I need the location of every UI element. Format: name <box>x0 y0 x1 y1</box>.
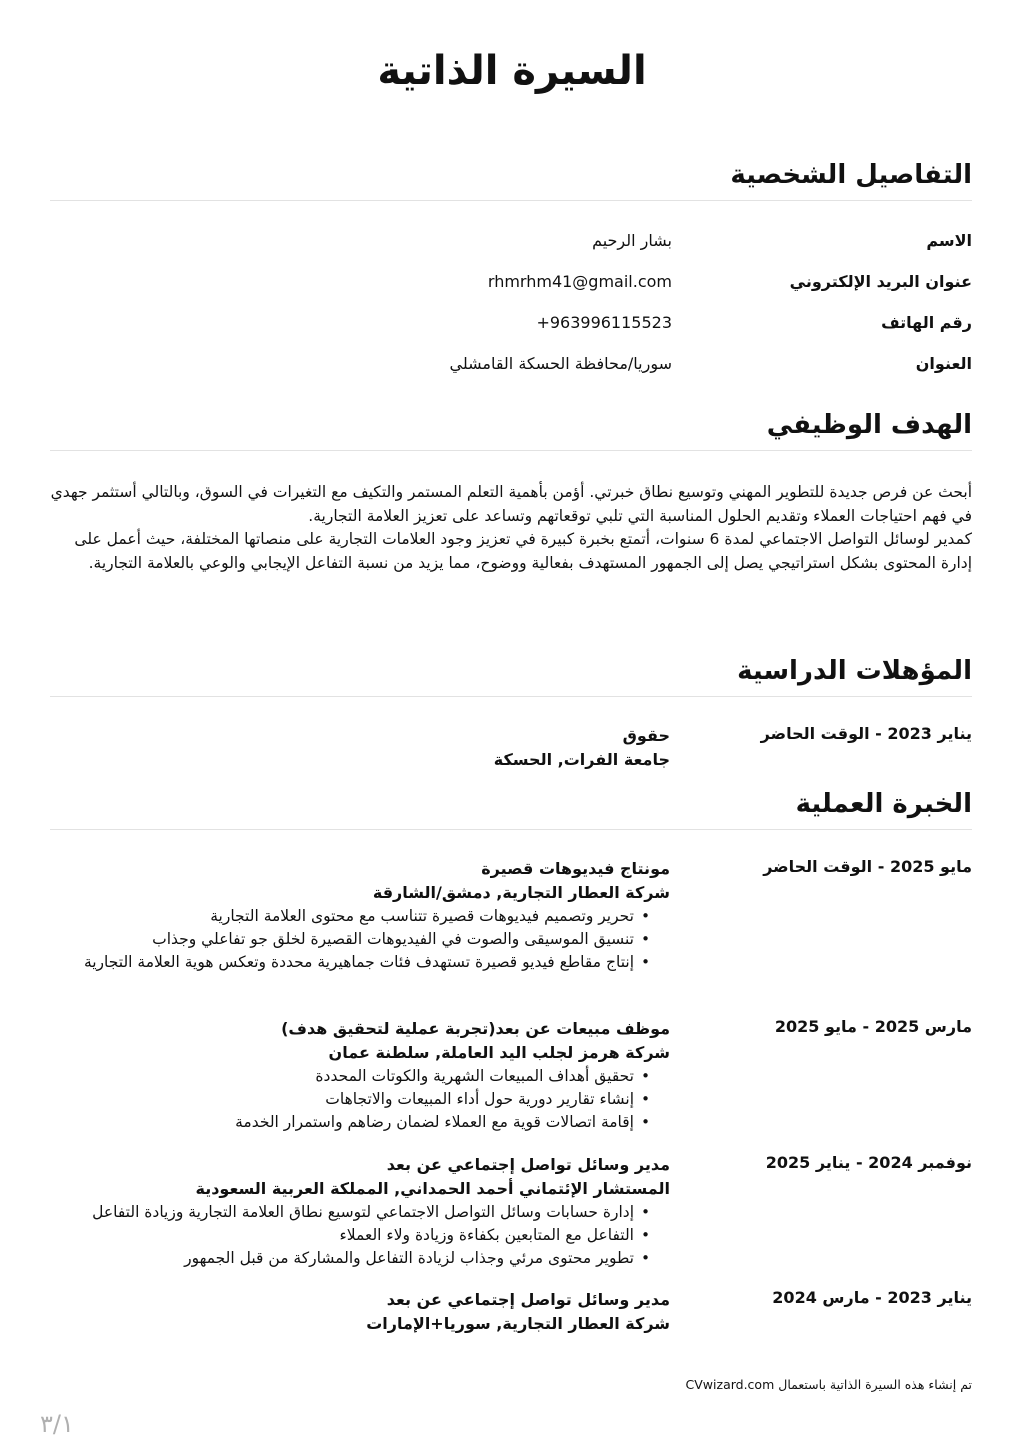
objective-paragraph: أبحث عن فرص جديدة للتطوير المهني وتوسيع نطاق خبرتي. أؤمن بأهمية التعلم المستمر والتكيف مع التغيرات في السوق، وبالتالي أستثمر جهدي في فهم احتياجات العملاء وتقديم الحلول المناسبة التي تلبي توقعاتهم وتساعد على تعزيز العلامة التجارية. <box>50 483 972 525</box>
field-label: الاسم <box>926 231 972 250</box>
entry-date: يناير 2023 - مارس 2024 <box>772 1288 972 1307</box>
entry-org: شركة العطار التجارية, دمشق/الشارقة <box>372 883 670 902</box>
entry-bullets <box>50 1065 670 1134</box>
objective-heading: الهدف الوظيفي <box>50 410 972 451</box>
field-label: عنوان البريد الإلكتروني <box>789 272 972 291</box>
entry-date: مايو 2025 - الوقت الحاضر <box>763 857 972 876</box>
personal-details-heading: التفاصيل الشخصية <box>50 160 972 201</box>
bullet-item: • التفاعل مع المتابعين بكفاءة وزيادة ولاء العملاء <box>50 1224 650 1247</box>
personal-field-email <box>50 272 972 291</box>
entry-date: يناير 2023 - الوقت الحاضر <box>760 724 972 743</box>
footer-note: تم إنشاء هذه السيرة الذاتية باستعمال CVwizard.com <box>685 1377 972 1392</box>
field-value: rhmrhm41@gmail.com <box>487 272 672 291</box>
personal-field-address <box>50 354 972 373</box>
entry-title: مونتاج فيديوهات قصيرة <box>481 859 670 878</box>
entry-body <box>50 1288 670 1336</box>
bullet-item: • تحقيق أهداف المبيعات الشهرية والكوتات المحددة <box>50 1065 650 1088</box>
bullet-item: • إنشاء تقارير دورية حول أداء المبيعات والاتجاهات <box>50 1088 650 1111</box>
field-value: 963996115523+ <box>536 313 672 332</box>
page-number: ٣/١ <box>40 1410 74 1438</box>
entry-date: مارس 2025 - مايو 2025 <box>774 1017 972 1036</box>
bullet-item: • تطوير محتوى مرئي وجذاب لزيادة التفاعل والمشاركة من قبل الجمهور <box>50 1247 650 1270</box>
experience-entry <box>50 857 972 974</box>
entry-date: نوفمبر 2024 - يناير 2025 <box>765 1153 972 1172</box>
objective-text <box>50 481 972 575</box>
personal-field-phone <box>50 313 972 332</box>
document-title: السيرة الذاتية <box>377 48 647 94</box>
field-label: العنوان <box>915 354 972 373</box>
bullet-item: • إدارة حسابات وسائل التواصل الاجتماعي لتوسيع نطاق العلامة التجارية وزيادة التفاعل <box>50 1201 650 1224</box>
entry-body <box>50 857 670 974</box>
field-label: رقم الهاتف <box>881 313 972 332</box>
entry-body <box>50 724 670 772</box>
objective-paragraph: كمدير لوسائل التواصل الاجتماعي لمدة 6 سنوات، أتمتع بخبرة كبيرة في تعزيز وجود العلامات التجارية على منصاتها المختلفة، حيث أعمل على إدارة المحتوى بشكل استراتيجي يصل إلى الجمهور المستهدف بفعالية ووضوح، مما يزيد من نسبة التفاعل الإيجابي والوعي بالعلامة التجارية. <box>74 530 972 572</box>
experience-entry <box>50 1017 972 1134</box>
bullet-item: • تحرير وتصميم فيديوهات قصيرة تتناسب مع محتوى العلامة التجارية <box>50 905 650 928</box>
entry-org: شركة العطار التجارية, سوريا+الإمارات <box>366 1314 670 1333</box>
experience-heading: الخبرة العملية <box>50 789 972 830</box>
entry-bullets <box>50 1201 670 1270</box>
entry-title: مدير وسائل تواصل إجتماعي عن بعد <box>386 1290 670 1309</box>
entry-org: شركة هرمز لجلب اليد العاملة, سلطنة عمان <box>328 1043 670 1062</box>
education-entry <box>50 724 972 772</box>
bullet-item: • تنسيق الموسيقى والصوت في الفيديوهات القصيرة لخلق جو تفاعلي وجذاب <box>50 928 650 951</box>
entry-org: جامعة الفرات, الحسكة <box>493 750 670 769</box>
bullet-item: • إقامة اتصالات قوية مع العملاء لضمان رضاهم واستمرار الخدمة <box>50 1111 650 1134</box>
entry-bullets <box>50 905 670 974</box>
field-value: بشار الرحيم <box>592 231 672 250</box>
entry-title: حقوق <box>622 726 670 745</box>
entry-title: موظف مبيعات عن بعد(تجربة عملية لتحقيق هدف) <box>281 1019 670 1038</box>
entry-body <box>50 1017 670 1134</box>
entry-body <box>50 1153 670 1270</box>
entry-org: المستشار الإئتماني أحمد الحمداني, المملكة العربية السعودية <box>195 1179 670 1198</box>
education-heading: المؤهلات الدراسية <box>50 656 972 697</box>
field-value: سوريا/محافظة الحسكة القامشلي <box>449 354 672 373</box>
bullet-item: • إنتاج مقاطع فيديو قصيرة تستهدف فئات جماهيرية محددة وتعكس هوية العلامة التجارية <box>50 951 650 974</box>
experience-entry <box>50 1288 972 1336</box>
entry-title: مدير وسائل تواصل إجتماعي عن بعد <box>386 1155 670 1174</box>
personal-field-name <box>50 231 972 250</box>
experience-entry <box>50 1153 972 1270</box>
